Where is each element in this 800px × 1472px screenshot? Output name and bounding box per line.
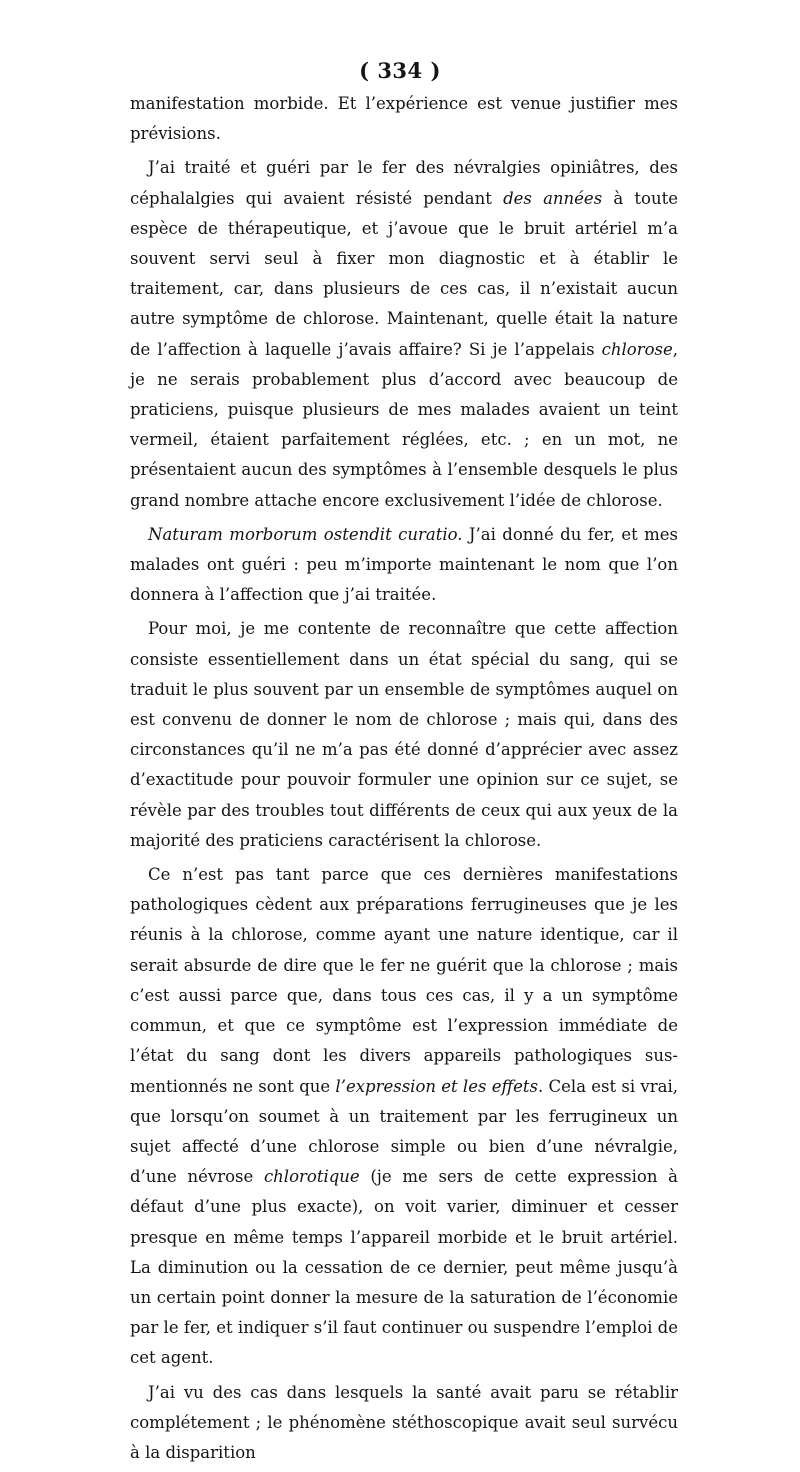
page-number: ( 334 )	[359, 58, 441, 83]
paragraph-6	[130, 1378, 678, 1469]
italic-word: chlorose	[601, 339, 673, 359]
italic-phrase: l’expression et les effets.	[335, 1076, 544, 1096]
text-segment: , je ne serais probablement plus d’accord avec beaucoup de praticiens, puisque plusieurs de mes malades avaient un teint vermeil, étaient parfaitement réglées, etc. ; en un mot, ne présentaient aucun des symptômes à l’ensemble desquels le plus grand nombre attache encore exclusivement l’idée de chlorose.	[130, 339, 678, 510]
italic-word: chlorotique	[263, 1167, 360, 1187]
italic-phrase: des années	[503, 188, 603, 208]
paragraph-1	[130, 89, 678, 149]
text-segment: J’ai vu des cas dans lesquels la santé avait paru se rétablir complétement ; le phénomène stéthoscopique avait seul survécu à la disparition	[130, 1382, 678, 1462]
paragraph-2	[130, 153, 678, 515]
text-segment: Ce n’est pas tant parce que ces dernières manifestations pathologiques cèdent aux préparations ferrugineuses que je les réunis à la chlorose, comme ayant une nature identique, car il serait absurde de dire que le fer ne guérit que la chlorose ; mais c’est aussi parce que, dans tous ces cas, il y a un symptôme commun, et que ce symptôme est l’expression immédiate de l’état du sang dont les divers appareils pathologiques sus-mentionnés ne sont que	[130, 865, 678, 1096]
text-segment: Cela est si vrai, que lorsqu’on soumet à un traitement par les ferrugineux un sujet affecté d’une chlorose simple ou bien d’une névralgie, d’une névrose	[130, 1076, 678, 1187]
paragraph-3	[130, 520, 678, 611]
latin-maxim: Naturam morborum ostendit curatio.	[148, 524, 463, 544]
text-segment: J’ai traité et guéri par le fer des névralgies opiniâtres, des céphalalgies qui avaient résisté pendant	[130, 158, 678, 208]
paragraph-4	[130, 614, 678, 856]
text-segment: (je me sers de cette expression à défaut d’une plus exacte), on voit varier, diminuer et cesser presque en même temps l’appareil morbide et le bruit artériel. La diminution ou la cessation de ce dernier, peut même jusqu’à un certain point donner la mesure de la saturation de l’économie par le fer, et indiquer s’il faut continuer ou suspendre l’emploi de cet agent.	[130, 1167, 678, 1368]
text-segment: Pour moi, je me contente de reconnaître que cette affection consiste essentiellement dans un état spécial du sang, qui se traduit le plus souvent par un ensemble de symptômes auquel on est convenu de donner le nom de chlorose ; mais qui, dans des circonstances qu’il ne m’a pas été donné d’apprécier avec assez d’exactitude pour pouvoir formuler une opinion sur ce sujet, se révèle par des troubles tout différents de ceux qui aux yeux de la majorité des praticiens caractérisent la chlorose.	[130, 619, 678, 850]
paragraph-5	[130, 860, 678, 1373]
text-segment: manifestation morbide. Et l’expérience est venue justifier mes prévisions.	[130, 94, 678, 144]
text-segment: à toute espèce de thérapeutique, et j’avoue que le bruit artériel m’a souvent servi seul à fixer mon diagnostic et à établir le traitement, car, dans plusieurs de ces cas, il n’existait aucun autre symptôme de chlorose. Maintenant, quelle était la nature de l’affection à laquelle j’avais affaire? Si je l’appelais	[130, 188, 678, 359]
body-text	[130, 89, 678, 1472]
text-segment: J’ai donné du fer, et mes malades ont guéri : peu m’importe maintenant le nom que l’on donnera à l’affection que j’ai traitée.	[130, 524, 678, 605]
